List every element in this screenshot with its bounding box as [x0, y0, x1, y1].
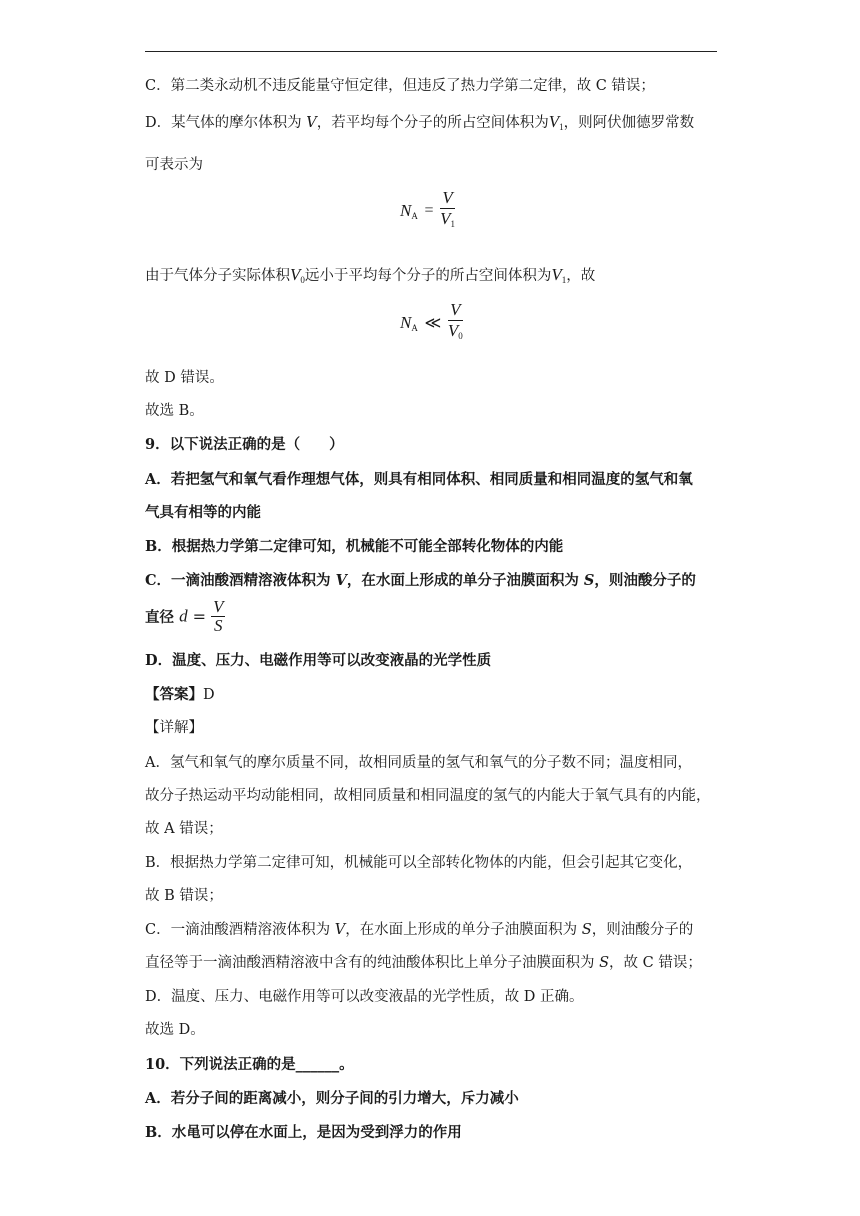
question-10-option-a: A．若分子间的距离减小，则分子间的引力增大，斥力减小: [145, 1090, 519, 1107]
answer-line: 【答案】D: [145, 686, 215, 703]
explanation-line: 直径等于一滴油酸酒精溶液中含有的纯油酸体积比上单分子油膜面积为 S，故 C 错误；: [145, 955, 702, 971]
question-10-title: 10．下列说法正确的是______。: [145, 1056, 354, 1073]
fraction: $\frac{V}{V_1}$: [440, 188, 456, 229]
explanation-line: 故 A 错误；: [145, 821, 223, 837]
question-9-option-c: C．一滴油酸酒精溶液体积为 V，在水面上形成的单分子油膜面积为 S，则油酸分子的: [145, 572, 696, 589]
math-V0: $V_0$: [290, 265, 305, 285]
explanation-line: 故选 D。: [145, 1022, 205, 1038]
question-10-option-b: B．水黾可以停在水面上，是因为受到浮力的作用: [145, 1124, 462, 1141]
explanation-line: 故 B 错误；: [145, 888, 223, 904]
text-line: 可表示为: [145, 157, 203, 173]
header-rule: [145, 51, 717, 52]
question-9-option-d: D．温度、压力、电磁作用等可以改变液晶的光学性质: [145, 652, 492, 669]
detail-label: 【详解】: [145, 720, 203, 736]
fraction: $\frac{V}{V_0}$: [447, 300, 463, 341]
text-line: 故 D 错误。: [145, 370, 224, 386]
text-line: 由于气体分子实际体积$V_0$远小于平均每个分子的所占空间体积为$V_1$，故: [145, 265, 596, 285]
fraction: $\frac{V}{S}$: [213, 597, 224, 635]
explanation-line: 故分子热运动平均动能相同，故相同质量和相同温度的氢气的内能大于氧气具有的内能，: [145, 788, 711, 804]
question-9-option-a-cont: 气具有相等的内能: [145, 504, 261, 521]
text-fragment: ，则阿伏伽德罗常数: [563, 115, 695, 131]
formula-avogadro: $N_A$ = $\frac{V}{V_1}$: [400, 188, 455, 234]
text-line: C．第二类永动机不违反能量守恒定律，但违反了热力学第二定律，故 C 错误；: [145, 78, 655, 94]
question-9-option-b: B．根据热力学第二定律可知，机械能不可能全部转化物体的内能: [145, 538, 564, 555]
question-9-option-c-cont: 直径 d = $\frac{V}{S}$: [145, 597, 224, 635]
question-9-title: 9．以下说法正确的是（ ）: [145, 436, 344, 453]
text-fragment: D．某气体的摩尔体积为: [145, 115, 307, 131]
explanation-line: B．根据热力学第二定律可知，机械能可以全部转化物体的内能，但会引起其它变化，: [145, 855, 693, 871]
text-fragment: ，若平均每个分子的所占空间体积为: [316, 115, 549, 131]
math-V1: $V_1$: [548, 112, 564, 132]
explanation-line: A．氢气和氧气的摩尔质量不同，故相同质量的氢气和氧气的分子数不同；温度相同，: [145, 755, 692, 771]
variable-V: V: [306, 115, 317, 131]
text-line: [145, 111, 694, 132]
text-line: 故选 B。: [145, 403, 204, 419]
formula-avogadro-inequality: $N_A$ ≪ $\frac{V}{V_0}$: [400, 300, 463, 346]
question-9-option-a: A．若把氢气和氧气看作理想气体，则具有相同体积、相同质量和相同温度的氢气和氧: [145, 471, 693, 488]
math-V1: $V_1$: [551, 265, 567, 285]
explanation-line: C．一滴油酸酒精溶液体积为 V，在水面上形成的单分子油膜面积为 S，则油酸分子的: [145, 922, 694, 938]
explanation-line: D．温度、压力、电磁作用等可以改变液晶的光学性质，故 D 正确。: [145, 989, 584, 1005]
